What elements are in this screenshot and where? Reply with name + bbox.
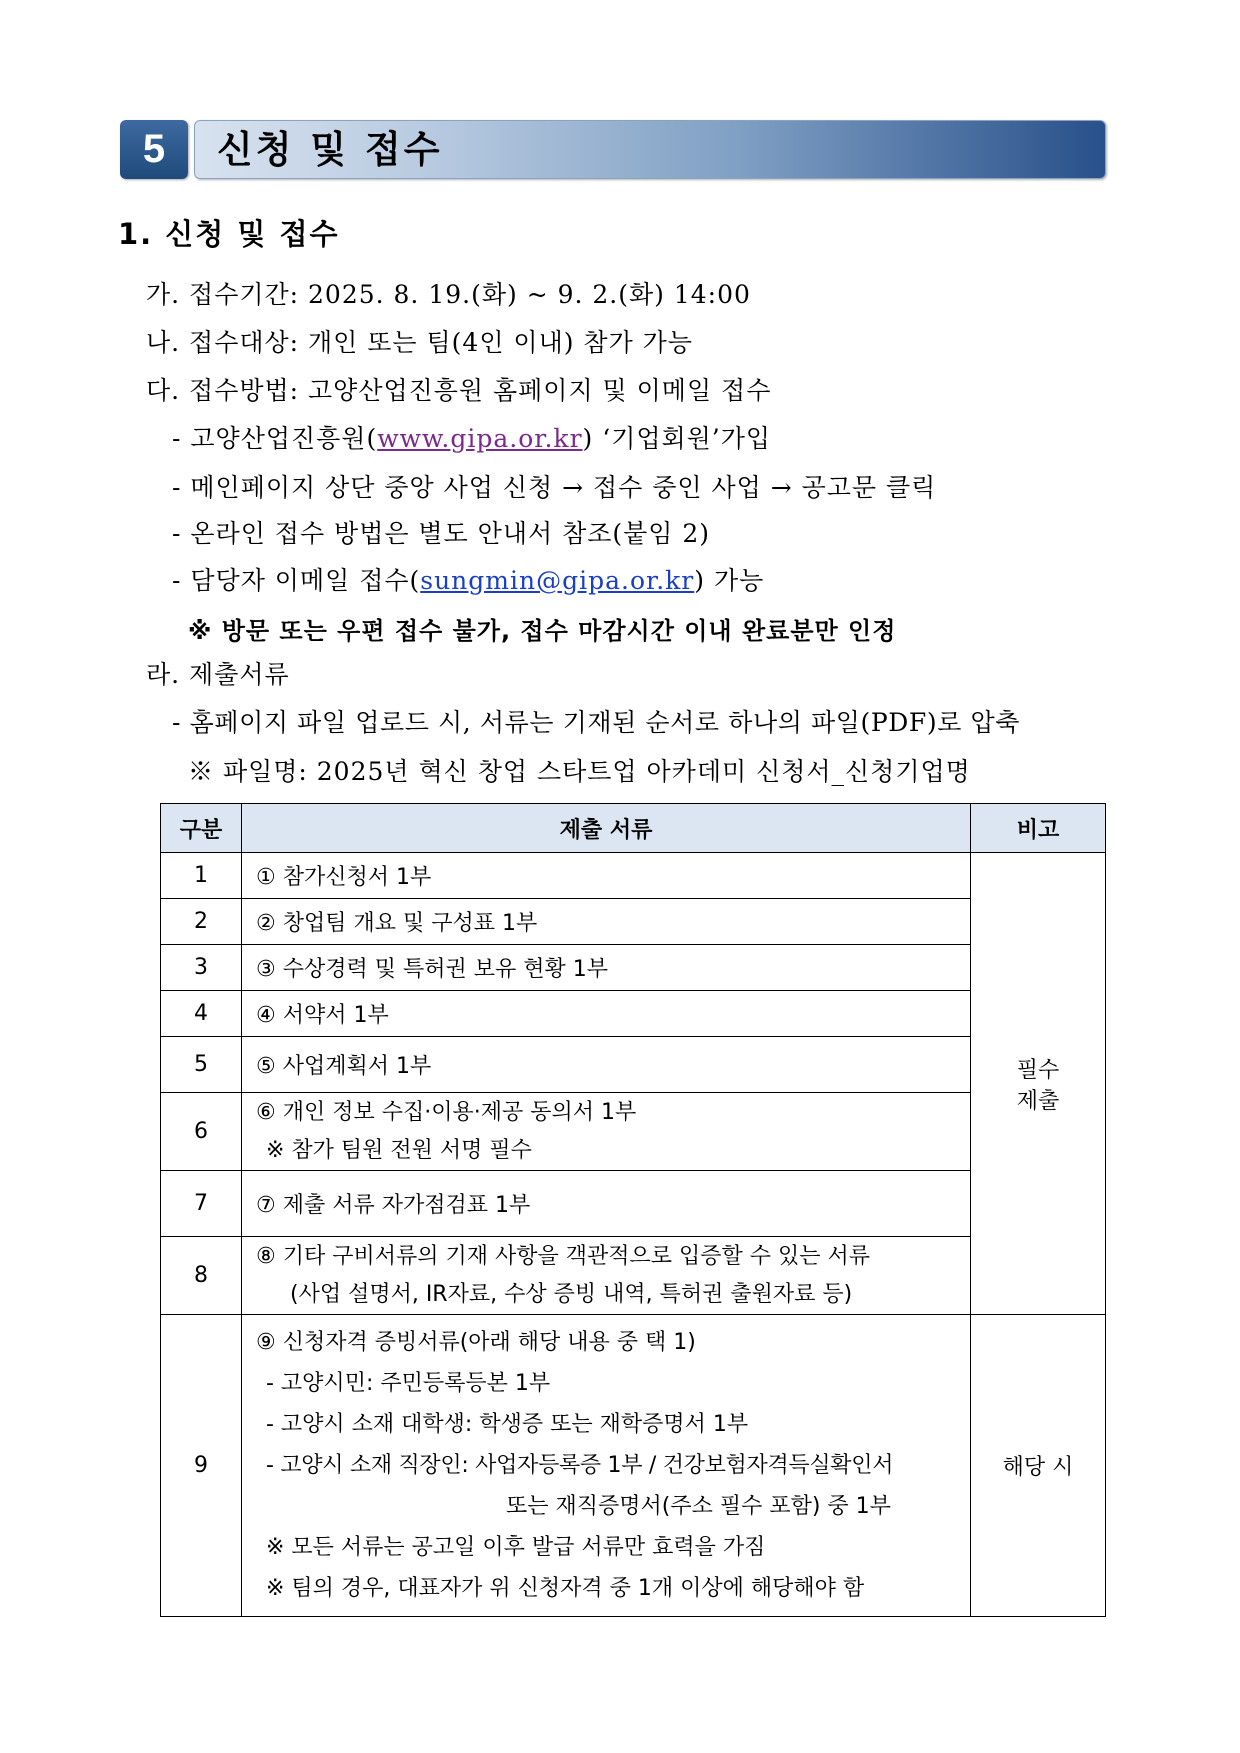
table-row <box>161 1037 1106 1093</box>
row-document-note: ※ 참가 팀원 전원 서명 필수 <box>266 1137 532 1163</box>
table-row <box>161 853 1106 899</box>
row-document: ② 창업팀 개요 및 구성표 1부 <box>242 899 971 945</box>
method-sub-homepage <box>172 419 771 455</box>
row-document <box>242 1093 971 1171</box>
table-row <box>161 1093 1106 1171</box>
header-category: 구분 <box>161 804 242 853</box>
row-document-detail: (사업 설명서, IR자료, 수상 증빙 내역, 특허권 출원자료 등) <box>290 1281 853 1307</box>
row-document-line: ⑧ 기타 구비서류의 기재 사항을 객관적으로 입증할 수 있는 서류 <box>256 1243 870 1269</box>
row-document: ④ 서약서 1부 <box>242 991 971 1037</box>
row-document-line: ⑥ 개인 정보 수집·이용·제공 동의서 1부 <box>256 1099 637 1125</box>
row-document-line: - 고양시 소재 직장인: 사업자등록증 1부 / 건강보험자격득실확인서 <box>266 1453 894 1478</box>
row-number: 3 <box>161 945 242 991</box>
docs-sub-upload: - 홈페이지 파일 업로드 시, 서류는 기재된 순서로 하나의 파일(PDF)로 압축 <box>172 708 1021 737</box>
table-row <box>161 1171 1106 1237</box>
row-number: 6 <box>161 1093 242 1171</box>
row-number: 1 <box>161 853 242 899</box>
row-document-line: - 고양시 소재 대학생: 학생증 또는 재학증명서 1부 <box>266 1412 749 1437</box>
remark-applicable: 해당 시 <box>971 1315 1106 1617</box>
row-document-note: ※ 팀의 경우, 대표자가 위 신청자격 중 1개 이상에 해당해야 함 <box>266 1576 865 1601</box>
table-row <box>161 1315 1106 1617</box>
method-sub-homepage-post: ) ‘기업회원’가입 <box>582 424 772 453</box>
row-document-line: - 고양시민: 주민등록등본 1부 <box>266 1371 551 1396</box>
section-title-bar <box>194 120 1106 179</box>
documents-table <box>160 803 1106 1617</box>
remark-required-line2: 제출 <box>1016 1088 1060 1114</box>
row-document-note: ※ 모든 서류는 공고일 이후 발급 서류만 효력을 가짐 <box>266 1535 766 1560</box>
row-document: ⑤ 사업계획서 1부 <box>242 1037 971 1093</box>
item-docs: 라. 제출서류 <box>146 660 290 689</box>
item-period: 가. 접수기간: 2025. 8. 19.(화) ~ 9. 2.(화) 14:00 <box>146 280 751 309</box>
row-number: 9 <box>161 1315 242 1617</box>
row-document: ① 참가신청서 1부 <box>242 853 971 899</box>
row-number: 7 <box>161 1171 242 1237</box>
row-number: 5 <box>161 1037 242 1093</box>
homepage-link[interactable]: www.gipa.or.kr <box>377 424 583 453</box>
row-document: ⑦ 제출 서류 자가점검표 1부 <box>242 1171 971 1237</box>
row-number: 4 <box>161 991 242 1037</box>
row-document-line: 또는 재직증명서(주소 필수 포함) 중 1부 <box>506 1494 891 1519</box>
email-link[interactable]: sungmin@gipa.or.kr <box>420 566 695 595</box>
row-document <box>242 1315 971 1617</box>
row-document <box>242 1237 971 1315</box>
row-document: ③ 수상경력 및 특허권 보유 현황 1부 <box>242 945 971 991</box>
method-sub-email-post: ) 가능 <box>694 566 765 595</box>
method-sub-email <box>172 561 764 597</box>
row-number: 2 <box>161 899 242 945</box>
page-heading: 1. 신청 및 접수 <box>118 217 340 251</box>
row-document-line: ⑨ 신청자격 증빙서류(아래 해당 내용 중 택 1) <box>256 1330 696 1355</box>
method-sub-path: - 메인페이지 상단 중앙 사업 신청 → 접수 중인 사업 → 공고문 클릭 <box>172 473 937 502</box>
section-title: 신청 및 접수 <box>217 128 443 171</box>
table-row <box>161 899 1106 945</box>
method-note: ※ 방문 또는 우편 접수 불가, 접수 마감시간 이내 완료분만 인정 <box>188 617 897 645</box>
item-target: 나. 접수대상: 개인 또는 팀(4인 이내) 참가 가능 <box>146 328 693 357</box>
table-row <box>161 991 1106 1037</box>
item-method: 다. 접수방법: 고양산업진흥원 홈페이지 및 이메일 접수 <box>146 376 772 405</box>
remark-required <box>971 853 1106 1315</box>
remark-required-line1: 필수 <box>1016 1057 1060 1083</box>
method-sub-guide: - 온라인 접수 방법은 별도 안내서 참조(붙임 2) <box>172 519 711 548</box>
docs-note-filename: ※ 파일명: 2025년 혁신 창업 스타트업 아카데미 신청서_신청기업명 <box>188 757 971 786</box>
table-header-row <box>161 804 1106 853</box>
method-sub-email-pre: - 담당자 이메일 접수( <box>172 566 421 595</box>
header-remarks: 비고 <box>971 804 1106 853</box>
table-row <box>161 1237 1106 1315</box>
method-sub-homepage-pre: - 고양산업진흥원( <box>172 424 378 453</box>
row-number: 8 <box>161 1237 242 1315</box>
section-number-badge: 5 <box>120 120 188 179</box>
header-documents: 제출 서류 <box>242 804 971 853</box>
table-row <box>161 945 1106 991</box>
